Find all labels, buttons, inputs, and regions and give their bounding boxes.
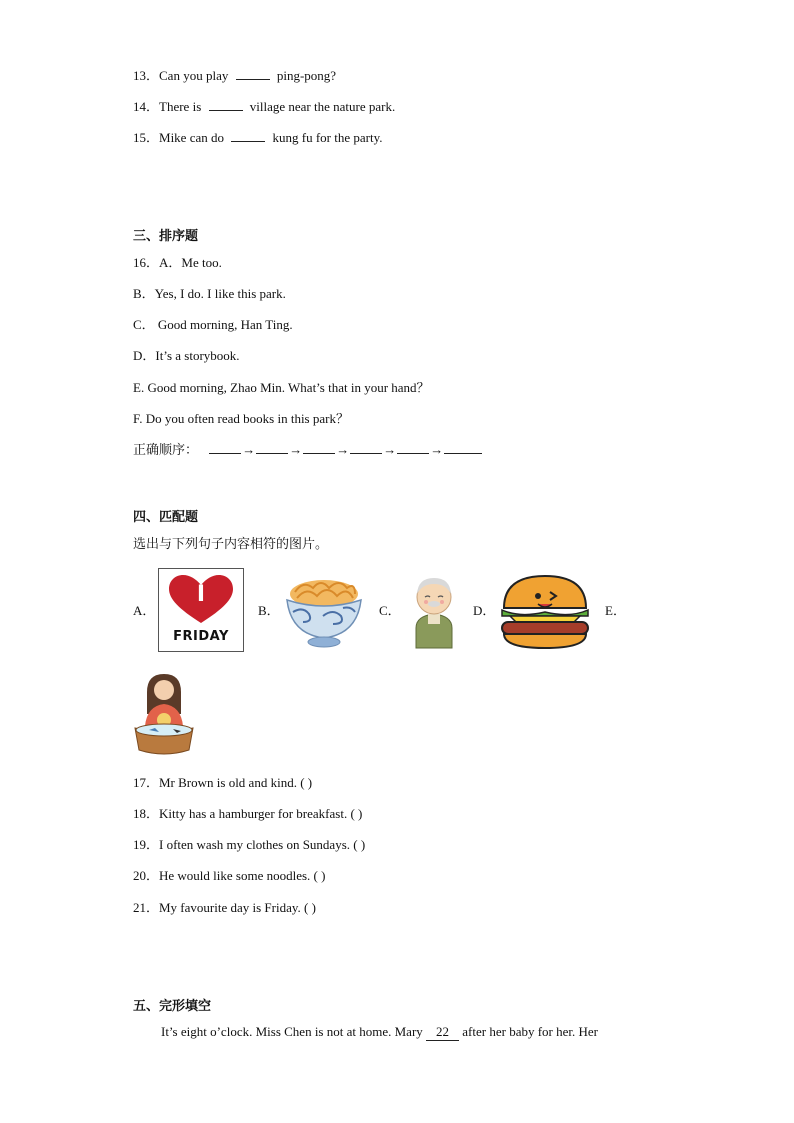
option-c-label: C．: [379, 603, 401, 618]
heart-word: FRIDAY: [173, 629, 229, 644]
washing-clothes-picture: [133, 670, 195, 760]
old-man-icon: [408, 570, 460, 650]
cloze-blank-22[interactable]: 22: [426, 1024, 459, 1041]
ordering-item-e: E. Good morning, Zhao Min. What’s that in your hand？: [133, 380, 430, 395]
hamburger-icon: [500, 572, 590, 652]
heart-friday-picture: [158, 568, 244, 652]
answer-blank[interactable]: [350, 442, 382, 454]
ordering-item-c: C． Good morning, Han Ting.: [133, 317, 293, 332]
answer-blank[interactable]: [256, 442, 288, 454]
answer-blank[interactable]: [209, 99, 243, 111]
answer-blank[interactable]: [209, 442, 241, 454]
matching-question-21: 21．My favourite day is Friday. ( ): [133, 900, 316, 915]
hamburger-picture: [500, 572, 590, 652]
question-13: 13．Can you play ping-pong?: [133, 68, 337, 83]
washing-clothes-icon: [133, 670, 195, 760]
heart-letter: I: [196, 582, 206, 607]
old-man-picture: [408, 570, 460, 650]
option-b-label: B．: [258, 603, 280, 618]
option-e-label: E．: [605, 603, 626, 618]
ordering-item-b: B．Yes, I do. I like this park.: [133, 286, 286, 301]
matching-question-18: 18．Kitty has a hamburger for breakfast. ( ): [133, 806, 363, 821]
ordering-answer-row: 正确顺序： → → → → →: [133, 442, 482, 459]
question-14: 14．There is village near the nature park.: [133, 99, 396, 114]
option-d-label: D．: [473, 603, 496, 618]
section-heading-cloze: 五、完形填空: [133, 999, 212, 1014]
option-a-label: A．: [133, 603, 156, 618]
section-heading-matching: 四、匹配题: [133, 510, 199, 525]
ordering-item-f: F. Do you often read books in this park？: [133, 411, 349, 426]
noodle-bowl-icon: [283, 572, 365, 650]
section-heading-ordering: 三、排序题: [133, 229, 199, 244]
answer-blank[interactable]: [231, 130, 265, 142]
answer-blank[interactable]: [444, 442, 482, 454]
answer-blank[interactable]: [397, 442, 429, 454]
noodle-bowl-picture: [283, 572, 365, 650]
matching-question-20: 20．He would like some noodles. ( ): [133, 868, 326, 883]
question-15: 15．Mike can do kung fu for the party.: [133, 130, 383, 145]
answer-blank[interactable]: [236, 68, 270, 80]
matching-instruction: 选出与下列句子内容相符的图片。: [133, 537, 329, 552]
matching-question-19: 19．I often wash my clothes on Sundays. ( ): [133, 837, 366, 852]
matching-question-17: 17．Mr Brown is old and kind. ( ): [133, 775, 313, 790]
cloze-passage-line: It’s eight o’clock. Miss Chen is not at home. Mary 22 after her baby for her. Her: [161, 1024, 598, 1039]
ordering-item-d: D．It’s a storybook.: [133, 348, 240, 363]
answer-blank[interactable]: [303, 442, 335, 454]
ordering-item-a: 16．A．Me too.: [133, 255, 222, 270]
